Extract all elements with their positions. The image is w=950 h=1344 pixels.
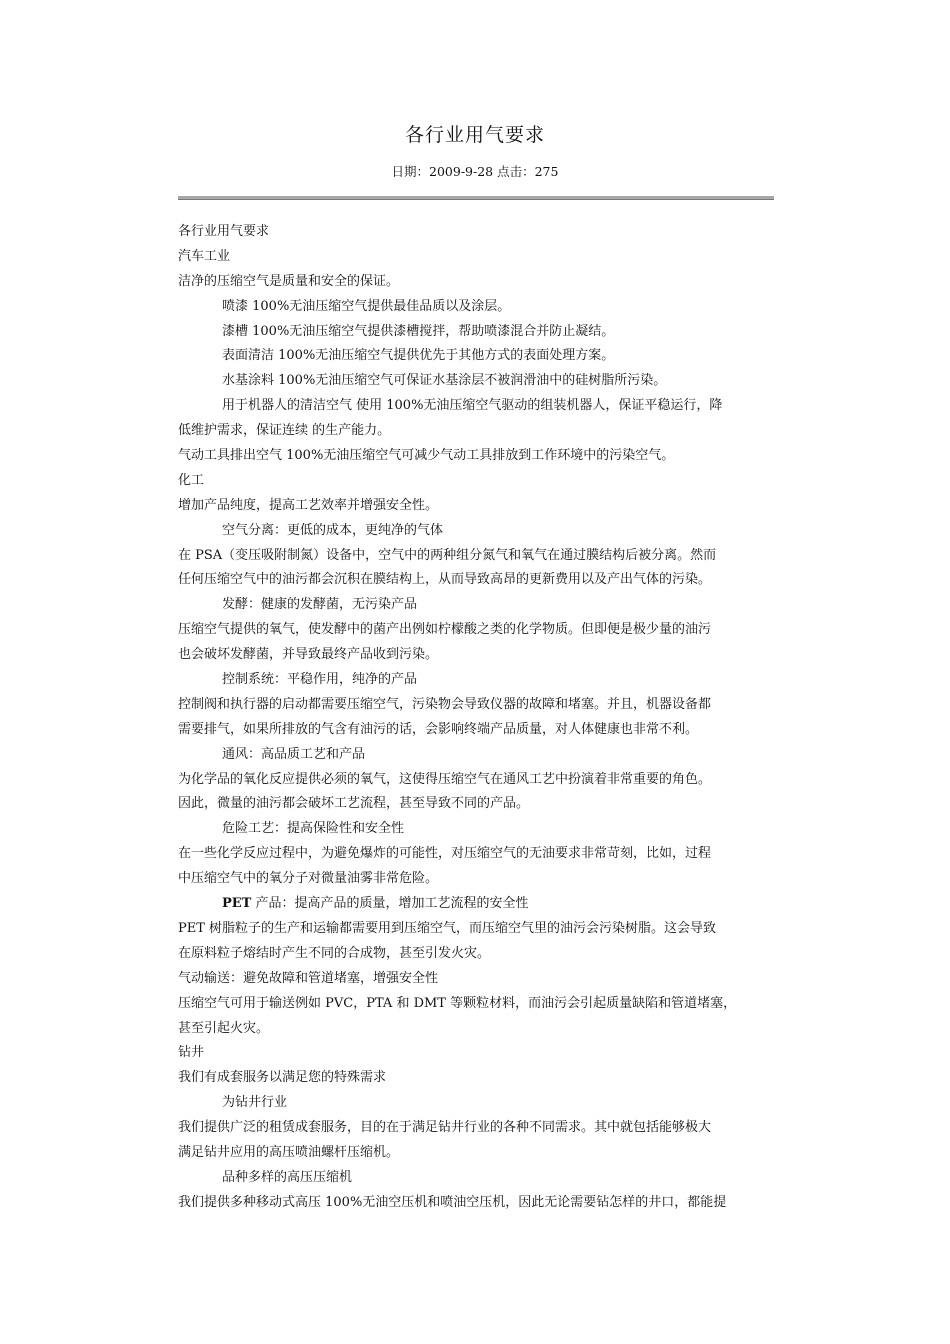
text-line: 我们有成套服务以满足您的特殊需求 [178,1070,387,1086]
text-line: 在原料粒子熔结时产生不同的合成物，甚至引发火灾。 [178,945,491,961]
text-line: 喷漆 100%无油压缩空气提供最佳品质以及涂层。 [222,298,511,314]
line-text: 产品：提高产品的质量，增加工艺流程的安全性 [251,896,529,912]
text-line: 水基涂料 100%无油压缩空气可保证水基涂层不被润滑油中的硅树脂所污染。 [222,373,667,389]
text-line: 任何压缩空气中的油污都会沉积在膜结构上，从而导致高昂的更新费用以及产出气体的污染。 [178,572,712,588]
text-line: PET 树脂粒子的生产和运输都需要用到压缩空气，而压缩空气里的油污会污染树脂。这会导致 [178,920,717,936]
text-line: 化工 [178,472,205,488]
text-line [178,892,774,917]
text-line: 也会破坏发酵菌，并导致最终产品收到污染。 [178,647,439,663]
text-line: 表面清洁 100%无油压缩空气提供优先于其他方式的表面处理方案。 [222,348,615,364]
text-line: 漆槽 100%无油压缩空气提供漆槽搅拌，帮助喷漆混合并防止凝结。 [222,323,615,339]
text-line: 各行业用气要求 [178,224,270,239]
date-and-views: 日期：2009-9-28 点击：275 [391,164,559,179]
text-line: 压缩空气可用于输送例如 PVC，PTA 和 DMT 等颗粒材料，而油污会引起质量缺陷和管道堵塞， [178,995,737,1011]
text-line: 满足钻井应用的高压喷油螺杆压缩机。 [178,1144,400,1160]
text-line: 控制阀和执行器的启动都需要压缩空气，污染物会导致仪器的故障和堵塞。并且，机器设备都 [178,696,712,712]
header-divider [178,196,774,200]
document-title: 各行业用气要求 [404,124,545,146]
text-line: 空气分离：更低的成本，更纯净的气体 [222,522,444,538]
text-line: 钻井 [178,1045,205,1061]
text-line: 气动输送：避免故障和管道堵塞，增强安全性 [178,970,439,986]
text-line: 品种多样的高压压缩机 [222,1169,353,1185]
text-line: 需要排气，如果所排放的气含有油污的话，会影响终端产品质量，对人体健康也非常不利。 [178,721,699,737]
text-line: 甚至引起火灾。 [178,1020,270,1036]
bold-term: PET [222,896,252,912]
text-line: 为钻井行业 [222,1095,288,1111]
text-line: 在一些化学反应过程中，为避免爆炸的可能性，对压缩空气的无油要求非常苛刻，比如，过程 [178,846,712,862]
text-line: 压缩空气提供的氧气，使发酵中的菌产出例如柠檬酸之类的化学物质。但即便是极少量的油污 [178,622,712,638]
article-body [178,220,774,1216]
text-line: 汽车工业 [178,248,231,264]
text-line: 洁净的压缩空气是质量和安全的保证。 [178,273,400,289]
text-line: 发酵：健康的发酵菌，无污染产品 [222,597,418,613]
text-line: 用于机器人的清洁空气 使用 100%无油压缩空气驱动的组装机器人，保证平稳运行，降 [222,398,723,414]
text-line: 我们提供广泛的租赁成套服务，目的在于满足钻井行业的各种不同需求。其中就包括能够极大 [178,1120,712,1136]
text-line: 为化学品的氧化反应提供必须的氧气，这使得压缩空气在通风工艺中扮演着非常重要的角色。 [178,771,712,787]
text-line: 气动工具排出空气 100%无油压缩空气可减少气动工具排放到工作环境中的污染空气。 [178,448,675,464]
text-line: 因此，微量的油污都会破坏工艺流程，甚至导致不同的产品。 [178,796,530,812]
text-line: 我们提供多种移动式高压 100%无油空压机和喷油空压机，因此无论需要钻怎样的井口，都能提 [178,1194,727,1210]
text-line: 危险工艺：提高保险性和安全性 [222,821,405,837]
text-line: 低维护需求，保证连续 的生产能力。 [178,423,391,439]
text-line: 控制系统：平稳作用，纯净的产品 [222,672,418,688]
text-line: 中压缩空气中的氧分子对微量油雾非常危险。 [178,871,439,887]
text-line: 在 PSA（变压吸附制氮）设备中，空气中的两种组分氮气和氧气在通过膜结构后被分离。然而 [178,547,717,563]
text-line: 增加产品纯度，提高工艺效率并增强安全性。 [178,497,439,513]
text-line: 通风：高品质工艺和产品 [222,746,366,762]
